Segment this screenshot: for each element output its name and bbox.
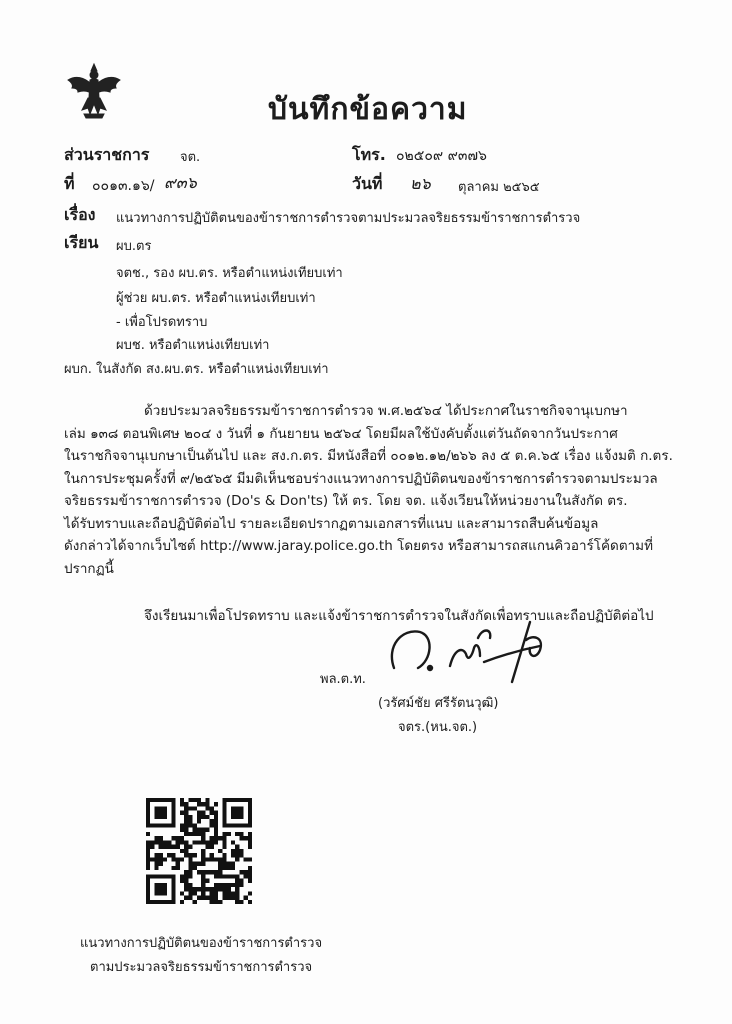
date-day: ๒๖ [410, 174, 431, 193]
to-label: เรียน [64, 233, 99, 252]
garuda-emblem-icon [62, 58, 126, 122]
signature-rank: พล.ต.ท. [320, 672, 366, 687]
body-line: ในการประชุมครั้งที่ ๙/๒๕๖๕ มีมติเห็นชอบร่างแนวทางการปฏิบัติตนของข้าราชการตำรวจตามประมวล [64, 470, 658, 487]
handwritten-signature [380, 610, 560, 690]
to-line: ผบช. หรือตำแหน่งเทียบเท่า [116, 338, 270, 353]
closing-paragraph: จึงเรียนมาเพื่อโปรดทราบ และแจ้งข้าราชการตำรวจในสังกัดเพื่อทราบและถือปฏิบัติต่อไป [144, 608, 654, 624]
to-line: จตช., รอง ผบ.ตร. หรือตำแหน่งเทียบเท่า [116, 266, 343, 281]
to-line: - เพื่อโปรดทราบ [116, 315, 208, 330]
to-line: ผบ.ตร [116, 239, 152, 254]
qr-caption-line: แนวทางการปฏิบัติตนของข้าราชการตำรวจ [80, 936, 323, 951]
body-line: ได้รับทราบและถือปฏิบัติต่อไป รายละเอียดปรากฏตามเอกสารที่แนบ และสามารถสืบค้นข้อมูล [64, 515, 599, 532]
to-line: ผบก. ในสังกัด สง.ผบ.ตร. หรือตำแหน่งเทียบเท่า [64, 362, 329, 377]
phone-label: โทร. [352, 145, 386, 164]
body-line: จริยธรรมข้าราชการตำรวจ (Do's & Don'ts) ให้ ตร. โดย จต. แจ้งเวียนให้หน่วยงานในสังกัด ตร. [64, 493, 628, 509]
body-paragraph [64, 400, 673, 580]
qr-caption-line: ตามประมวลจริยธรรมข้าราชการตำรวจ [90, 960, 313, 975]
date-label: วันที่ [352, 174, 383, 193]
body-line: ด้วยประมวลจริยธรรมข้าราชการตำรวจ พ.ศ.๒๕๖๔ ได้ประกาศในราชกิจจานุเบกษา [144, 403, 628, 419]
ref-value: ๐๐๑๓.๑๖/ [92, 178, 155, 194]
ref-label: ที่ [64, 174, 75, 193]
body-line: เล่ม ๑๓๘ ตอนพิเศษ ๒๐๔ ง วันที่ ๑ กันยายน ๒๕๖๔ โดยมีผลใช้บังคับตั้งแต่วันถัดจากวันประกาศ [64, 425, 618, 442]
agency-label: ส่วนราชการ [64, 145, 150, 164]
subject-label: เรื่อง [64, 205, 96, 224]
date-month-year: ตุลาคม ๒๕๖๕ [458, 180, 540, 195]
ref-handwritten-number: ๙๓๖ [164, 173, 197, 192]
agency-value: จต. [180, 150, 201, 165]
signature-position: จตร.(หน.จต.) [398, 720, 478, 735]
subject-value: แนวทางการปฏิบัติตนของข้าราชการตำรวจตามประมวลจริยธรรมข้าราชการตำรวจ [116, 211, 581, 226]
body-line: ในราชกิจจานุเบกษาเป็นต้นไป และ สง.ก.ตร. มีหนังสือที่ ๐๐๑๒.๑๒/๒๖๖ ลง ๕ ต.ค.๖๕ เรื่อง แจ้งมติ ก.ตร. [64, 448, 673, 464]
signature-name: (วรัศม์ชัย ศรีรัตนวุฒิ) [378, 696, 499, 711]
memo-title: บันทึกข้อความ [268, 92, 468, 127]
body-line: ดังกล่าวได้จากเว็บไซต์ http://www.jaray.police.go.th โดยตรง หรือสามารถสแกนคิวอาร์โค้ดตามที่ [64, 538, 653, 554]
phone-value: ๐๒๕๐๙ ๙๓๗๖ [396, 148, 487, 164]
body-line: ปรากฏนี้ [64, 560, 114, 577]
to-line: ผู้ช่วย ผบ.ตร. หรือตำแหน่งเทียบเท่า [116, 291, 316, 306]
qr-code-icon [146, 798, 252, 904]
